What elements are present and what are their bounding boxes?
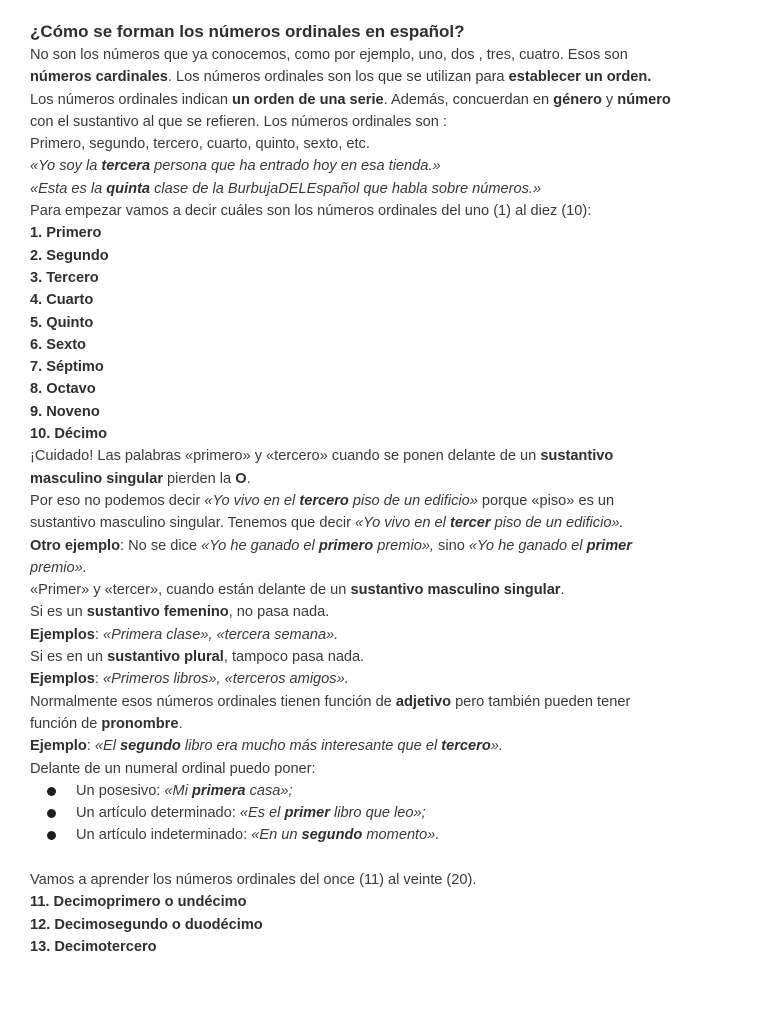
bold-text: adjetivo [395,693,452,710]
example-quote-1 [30,155,738,177]
text: , no pasa nada. [228,604,330,621]
piso-line-2 [30,512,738,534]
otro-ejemplo-line-1 [30,535,738,557]
bold-text: sustantivo femenino [86,604,229,621]
text: Un artículo determinado: [76,805,240,822]
text: Por eso no podemos decir [30,492,205,509]
bold-italic-text: tercera [101,158,151,175]
primer-tercer-rule [30,579,738,601]
text: . [246,470,251,487]
bold-text: Otro ejemplo [30,537,121,554]
list-item: 8. Octavo [30,381,96,398]
delante-intro: Delante de un numeral ordinal puedo poner: [30,760,316,777]
text: y [601,91,618,108]
italic-text: «Yo vivo en el [355,515,450,532]
bold-text: establecer un orden. [508,69,652,86]
italic-text: libro que leo»; [329,805,426,822]
femenino-rule [30,601,738,623]
bold-text: O [235,470,247,487]
next-intro: Vamos a aprender los números ordinales del once (11) al veinte (20). [30,871,477,888]
plural-rule [30,646,738,668]
intro-line-4: con el sustantivo al que se refieren. Los números ordinales son : [30,113,447,130]
text: Normalmente esos números ordinales tienen función de [30,693,396,710]
text: , tampoco pasa nada. [223,649,365,666]
bold-text: pronombre [101,715,179,732]
example-quote-2 [30,178,738,200]
text: Si es un [30,604,87,621]
italic-text: «Primera clase», «tercera semana». [103,626,339,643]
list-item: 1. Primero [30,225,102,242]
femenino-examples [30,624,738,646]
italic-text: «Mi [164,782,192,799]
bold-italic-text: quinta [106,180,151,197]
italic-text: piso de un edificio». [490,515,624,532]
list-item: 6. Sexto [30,336,86,353]
bold-text: género [553,91,602,108]
bold-italic-text: tercer [449,515,491,532]
text: sino [434,537,469,554]
italic-text: momento». [362,827,440,844]
italic-text: premio». [30,559,87,576]
text: ¡Cuidado! Las palabras «primero» y «tercero» cuando se ponen delante de un [30,448,541,465]
bold-italic-text: segundo [120,738,181,755]
caution-line-1 [30,445,738,467]
bold-italic-text: tercero [299,492,349,509]
list-item: 12. Decimosegundo o duodécimo [30,916,263,933]
italic-text: «Esta es la [30,180,107,197]
text: : [86,738,95,755]
funcion-line-2 [30,713,738,735]
text: No son los números que ya conocemos, como por ejemplo, uno, dos , tres, cuatro. Esos son [30,47,628,63]
italic-text: «En un [251,827,302,844]
italic-text: «Primeros libros», «terceros amigos». [103,671,349,688]
piso-line-1 [30,490,738,512]
bold-text: Ejemplos [30,626,95,643]
bold-text: un orden de una serie [232,91,384,108]
list-item: 3. Tercero [30,269,99,286]
italic-text: libro era mucho más interesante que el [180,738,442,755]
list-item: 5. Quinto [30,314,94,331]
text: . [178,715,183,732]
text: función de [30,715,102,732]
plural-examples [30,668,738,690]
bold-text: sustantivo masculino singular [350,582,561,599]
bold-text: número [617,91,671,108]
bold-text: sustantivo plural [107,649,224,666]
list-item: 2. Segundo [30,247,109,264]
otro-ejemplo-line-2 [30,557,738,579]
list-item [30,802,738,824]
italic-text: «Yo he ganado el [468,537,587,554]
pronombre-example [30,735,738,757]
italic-text: premio», [373,537,434,554]
text: Un artículo indeterminado: [76,827,252,844]
text: pierden la [163,470,236,487]
intro-line-1 [30,44,738,66]
bold-text: Ejemplo [30,738,87,755]
list-intro: Para empezar vamos a decir cuáles son los números ordinales del uno (1) al diez (10): [30,203,592,220]
text: : [94,626,103,643]
intro-line-3 [30,89,738,111]
list-item [30,824,738,846]
bold-text: Ejemplos [30,671,95,688]
intro-line-5: Primero, segundo, tercero, cuarto, quinto, sexto, etc. [30,136,370,153]
list-item: 7. Séptimo [30,359,104,376]
bullet-list [30,780,738,847]
bold-italic-text: primera [192,782,246,799]
italic-text: «Yo he ganado el [201,537,319,554]
bold-text: masculino singular [30,470,163,487]
italic-text: clase de la BurbujaDELEspañol que habla sobre números.» [150,180,542,197]
italic-text: casa»; [245,782,293,799]
list-item [30,780,738,802]
text: Los números ordinales indican [30,91,232,108]
italic-text: «El [94,738,121,755]
list-item: 13. Decimotercero [30,938,157,955]
list-item: 10. Décimo [30,426,108,443]
bold-italic-text: primer [284,805,330,822]
text: Si es en un [30,649,108,666]
bold-italic-text: tercero [441,738,491,755]
text: : [94,671,103,688]
text: Un posesivo: [76,782,165,799]
text: . [560,582,565,599]
bold-italic-text: primer [586,537,632,554]
ordinals-list-1-10 [30,222,738,445]
page-title: ¿Cómo se forman los números ordinales en español? [30,22,465,41]
bold-italic-text: primero [318,537,374,554]
text: «Primer» y «tercer», cuando están delante de un [30,582,351,599]
intro-line-2 [30,66,738,88]
italic-text: «Yo soy la [30,158,102,175]
text: . Además, concuerdan en [383,91,554,108]
funcion-line-1 [30,691,738,713]
text: pero también pueden tener [451,693,631,710]
bold-text: sustantivo [540,448,614,465]
italic-text: ». [490,738,503,755]
text: porque «piso» es un [477,492,615,509]
list-item: 11. Decimoprimero o undécimo [30,894,247,911]
ordinals-list-11-13 [30,891,738,958]
text: : No se dice [120,537,202,554]
italic-text: persona que ha entrado hoy en esa tienda.» [150,158,441,175]
text: . Los números ordinales son los que se utilizan para [167,69,509,86]
bold-italic-text: segundo [301,827,363,844]
list-item: 9. Noveno [30,403,100,420]
italic-text: piso de un edificio» [348,492,478,509]
italic-text: «Yo vivo en el [204,492,300,509]
caution-line-2 [30,468,738,490]
text: sustantivo masculino singular. Tenemos que decir [30,515,356,532]
bold-text: números cardinales [30,69,168,86]
list-item: 4. Cuarto [30,292,94,309]
italic-text: «Es el [239,805,285,822]
spacer [30,847,738,869]
